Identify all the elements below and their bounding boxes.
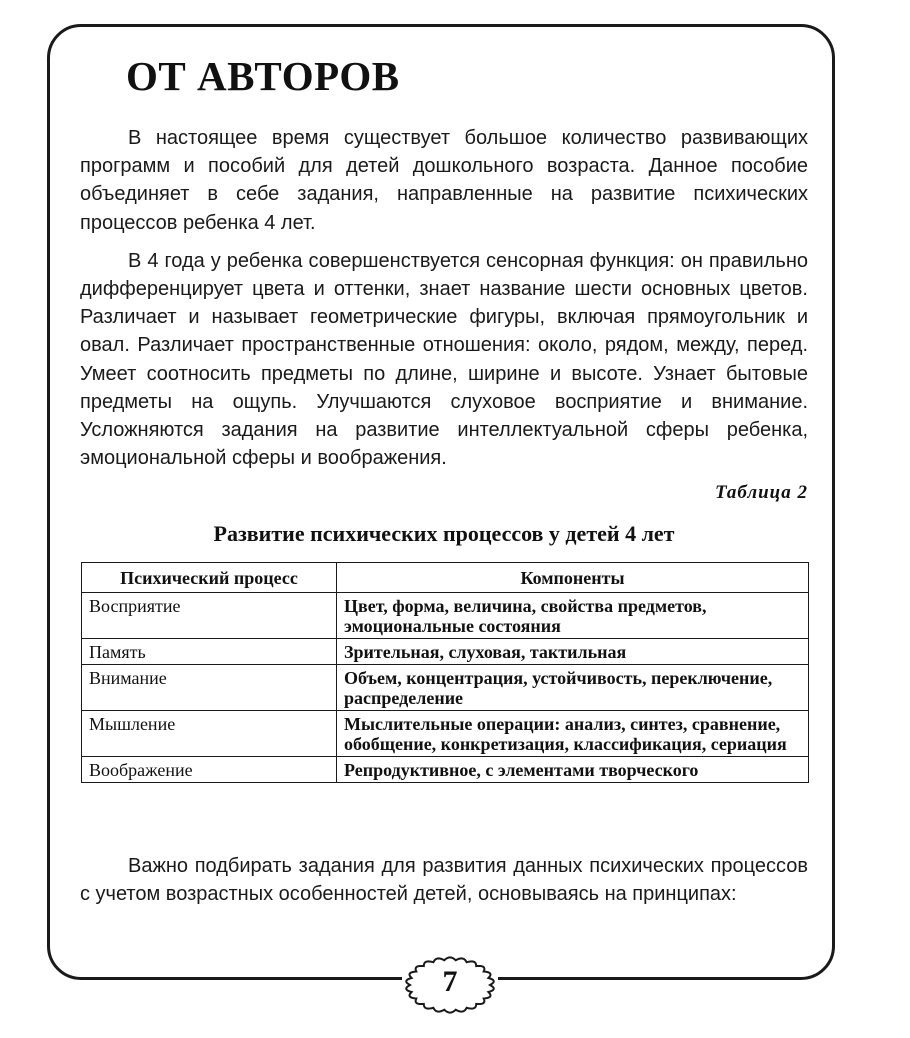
header-components: Компоненты xyxy=(337,563,809,593)
page-number: 7 xyxy=(442,965,458,998)
process-cell: Память xyxy=(82,639,337,665)
table-header-row xyxy=(82,563,809,593)
page-title: ОТ АВТОРОВ xyxy=(126,53,400,99)
process-cell: Мышление xyxy=(82,711,337,757)
table-number-label: Таблица 2 xyxy=(714,482,808,503)
processes-table xyxy=(81,562,809,783)
intro-text xyxy=(80,124,808,482)
table-row xyxy=(82,711,809,757)
header-process: Психический процесс xyxy=(82,563,337,593)
page-number-badge xyxy=(402,955,498,1015)
table-row xyxy=(82,757,809,783)
table-row xyxy=(82,639,809,665)
intro-paragraph: В 4 года у ребенка совершенствуется сенсорная функция: он правильно дифференцирует цвета и оттенки, знает название шести основных цветов. Различает и называет геометрические фигуры, включая прямоугольник и овал. Различает пространственные отношения: около, рядом, между, перед. Умеет соотносить предметы по длине, ширине и высоте. Узнает бытовые предметы на ощупь. Улучшаются слуховое восприятие и внимание. Усложняются задания на развитие интеллектуальной сферы ребенка, эмоциональной сферы и воображения. xyxy=(80,249,808,470)
closing-text xyxy=(80,852,808,908)
table-caption: Развитие психических процессов у детей 4 лет xyxy=(213,521,675,546)
components-cell: Цвет, форма, величина, свойства предметов, эмоциональные состояния xyxy=(337,593,809,639)
components-cell: Объем, концентрация, устойчивость, переключение, распределение xyxy=(337,665,809,711)
closing-paragraph: Важно подбирать задания для развития данных психических процессов с учетом возрастных особенностей детей, основываясь на принципах: xyxy=(80,855,808,906)
intro-paragraph: В настоящее время существует большое количество развивающих программ и пособий для детей дошкольного возраста. Данное пособие объединяет в себе задания, направленные на развитие психических процессов ребенка 4 лет. xyxy=(80,127,808,234)
process-cell: Внимание xyxy=(82,665,337,711)
process-cell: Воображение xyxy=(82,757,337,783)
table-row xyxy=(82,665,809,711)
components-cell: Зрительная, слуховая, тактильная xyxy=(337,639,809,665)
table-row xyxy=(82,593,809,639)
process-cell: Восприятие xyxy=(82,593,337,639)
components-cell: Репродуктивное, с элементами творческого xyxy=(337,757,809,783)
components-cell: Мыслительные операции: анализ, синтез, сравнение, обобщение, конкретизация, классификация, сериация xyxy=(337,711,809,757)
